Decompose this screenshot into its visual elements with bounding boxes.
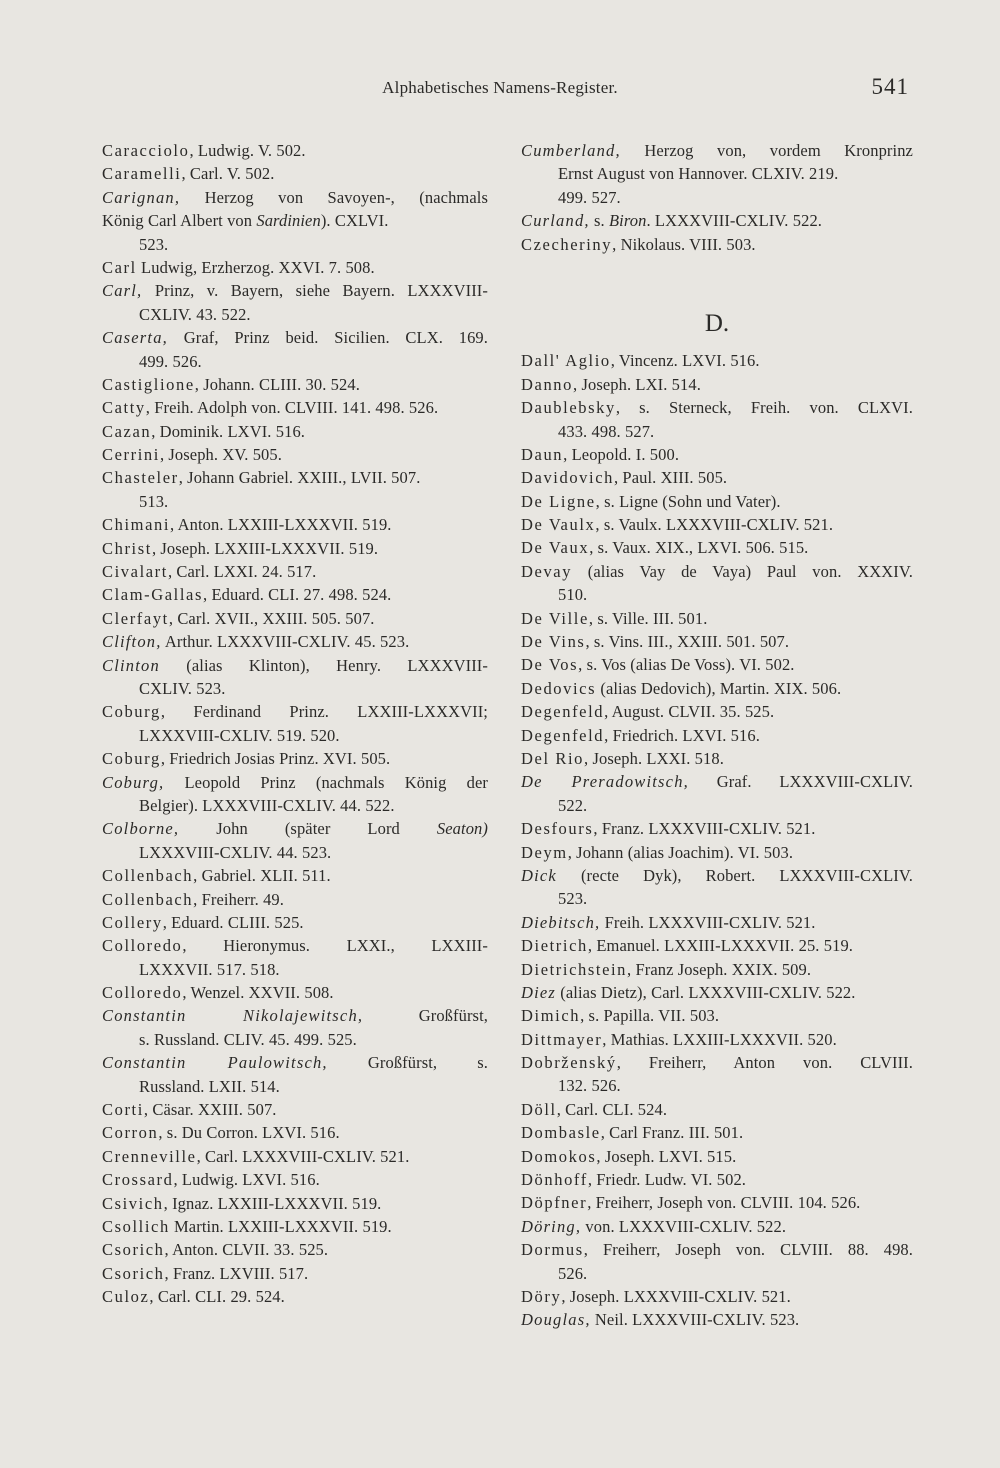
- index-entry: [102, 1004, 488, 1027]
- entry-references: Sardinien: [256, 211, 321, 231]
- entry-continuation: [102, 794, 488, 817]
- entry-cross-reference: Seaton): [436, 819, 488, 839]
- index-entry: [102, 1145, 488, 1168]
- index-entry: [102, 630, 488, 653]
- entry-references: , Leopold. I. 500.: [563, 444, 680, 464]
- entry-references: , Friedrich Josias Prinz. XVI. 505.: [160, 749, 391, 769]
- index-entry: [102, 420, 488, 443]
- entry-references: Ludwig, Erzherzog. XXVI. 7. 508.: [136, 257, 375, 277]
- entry-name: Cerrini: [102, 445, 160, 465]
- entry-references: , Wenzel. XXVII. 508.: [182, 983, 334, 1003]
- entry-name: Collery: [102, 912, 163, 932]
- entry-references: , s. Ville. III. 501.: [588, 608, 708, 628]
- index-entry: [521, 139, 913, 162]
- entry-references: , Franz. LXXXVIII-CXLIV. 521.: [593, 819, 816, 839]
- entry-name: Civalart: [102, 562, 168, 582]
- entry-references: , Joseph. LXVI. 515.: [596, 1146, 737, 1166]
- entry-references: , s. Papilla. VII. 503.: [580, 1006, 720, 1026]
- entry-name: Carl: [102, 257, 137, 277]
- entry-references: Freih. LXXXVIII-CXLIV. 521.: [600, 912, 816, 932]
- index-entry: [521, 233, 913, 256]
- entry-references: , Cäsar. XXIII. 507.: [143, 1100, 277, 1120]
- index-entry: [102, 466, 488, 489]
- entry-references: , Carl. LXXXVIII-CXLIV. 521.: [196, 1146, 410, 1166]
- entry-name: Devay: [521, 561, 573, 581]
- entry-name: Clam-Gallas: [102, 585, 203, 605]
- entry-references: , Carl. CLI. 524.: [556, 1099, 668, 1119]
- entry-name: Christ: [102, 538, 152, 558]
- entry-name: Daublebsky: [521, 398, 616, 418]
- entry-name: Domokos: [521, 1146, 597, 1166]
- entry-references: , Gabriel. XLII. 511.: [193, 866, 331, 886]
- index-entry: [521, 1215, 913, 1238]
- index-entry: [521, 1285, 913, 1308]
- entry-references: 523.: [558, 889, 588, 909]
- entry-references: Arthur. LXXXVIII-CXLIV. 45. 523.: [161, 632, 410, 652]
- entry-references: Ernst August von Hannover. CLXIV. 219.: [558, 164, 839, 184]
- index-entry: [521, 653, 913, 676]
- entry-references: , Joseph. XV. 505.: [159, 445, 282, 465]
- index-entry: [521, 1168, 913, 1191]
- index-entry: [521, 841, 913, 864]
- index-entry: [521, 864, 913, 887]
- index-entry: [521, 466, 913, 489]
- entry-name: Davidovich: [521, 468, 614, 488]
- index-entry: [102, 1192, 488, 1215]
- entry-references: , August. CLVII. 35. 525.: [604, 702, 775, 722]
- entry-name: Czecheriny: [521, 234, 613, 254]
- section-letter-heading: D.: [704, 310, 730, 338]
- index-entry: [521, 560, 913, 583]
- entry-references: , Vincenz. LXVI. 516.: [610, 351, 760, 371]
- index-entry: [102, 279, 488, 302]
- entry-name: Clifton,: [102, 632, 162, 652]
- entry-name: Csivich: [102, 1193, 164, 1213]
- entry-references: , Johann (alias Joachim). VI. 503.: [567, 842, 794, 862]
- index-entry: [521, 958, 913, 981]
- entry-name: Crossard: [102, 1170, 174, 1190]
- index-entry: [521, 607, 913, 630]
- entry-references: , Carl Franz. III. 501.: [600, 1123, 744, 1143]
- entry-continuation: [102, 1028, 488, 1051]
- index-entry: [102, 1098, 488, 1121]
- entry-references: , s. Vaulx. LXXXVIII-CXLIV. 521.: [595, 515, 834, 535]
- entry-name: Dormus: [521, 1240, 584, 1260]
- index-entry: [102, 139, 488, 162]
- entry-references: , Johann. CLIII. 30. 524.: [194, 374, 360, 394]
- index-entry: [102, 934, 488, 957]
- entry-name: Dobrženský: [521, 1053, 617, 1073]
- entry-references: Prinz, v. Bayern, siehe Bayern. LXXXVIII-: [142, 281, 488, 301]
- index-entry: [521, 677, 913, 700]
- entry-name: Daun: [521, 444, 564, 464]
- index-entry: [102, 981, 488, 1004]
- entry-name: Döll: [521, 1099, 557, 1119]
- entry-references: , Anton. LXXIII-LXXXVII. 519.: [170, 515, 392, 535]
- entry-name: Clinton: [102, 655, 160, 675]
- entry-name: Castiglione: [102, 374, 195, 394]
- entry-continuation: [102, 724, 488, 747]
- entry-name: Degenfeld: [521, 725, 605, 745]
- entry-references: s. Russland. CLIV. 45. 499. 525.: [139, 1029, 357, 1049]
- index-entry: [102, 326, 488, 349]
- entry-references: , Eduard. CLI. 27. 498. 524.: [203, 585, 392, 605]
- entry-references: Martin. LXXIII-LXXXVII. 519.: [169, 1216, 392, 1236]
- entry-name: Diez: [521, 982, 557, 1002]
- index-entry: [102, 771, 488, 794]
- index-entry: [521, 934, 913, 957]
- entry-name: Danno: [521, 374, 573, 394]
- entry-references: , Freiherr, Joseph von. CLVIII. 104. 526.: [587, 1193, 861, 1213]
- entry-references: (alias Vay de Vaya) Paul von. XXXIV.: [572, 561, 913, 581]
- entry-references: Großfürst,: [363, 1006, 488, 1026]
- entry-references: , Carl. V. 502.: [181, 164, 275, 184]
- entry-references: , s. Vins. III., XXIII. 501. 507.: [585, 632, 790, 652]
- index-entry: [521, 349, 913, 372]
- entry-name: Diebitsch,: [521, 912, 601, 932]
- index-entry: [102, 560, 488, 583]
- entry-name: Curland,: [521, 211, 590, 231]
- index-entry: [521, 513, 913, 536]
- entry-name: Crenneville: [102, 1146, 197, 1166]
- entry-continuation: [521, 186, 913, 209]
- entry-continuation: [521, 1262, 913, 1285]
- index-entry: [521, 1121, 913, 1144]
- entry-references: (alias Dedovich), Martin. XIX. 506.: [596, 678, 842, 698]
- left-column: [102, 139, 488, 1309]
- entry-name: De Vaux: [521, 538, 590, 558]
- index-entry: [521, 209, 913, 232]
- entry-name: Döry: [521, 1286, 562, 1306]
- index-entry: [521, 981, 913, 1004]
- index-entry: [102, 1262, 488, 1285]
- entry-name: De Ligne: [521, 491, 596, 511]
- entry-references: , s. Vos (alias De Voss). VI. 502.: [578, 655, 795, 675]
- entry-name: Constantin Nikolajewitsch,: [102, 1006, 364, 1026]
- entry-name: Culoz: [102, 1287, 150, 1307]
- index-entry: [102, 1215, 488, 1238]
- entry-references: Russland. LXII. 514.: [139, 1076, 280, 1096]
- entry-name: Caserta,: [102, 328, 168, 348]
- index-entry: [102, 1285, 488, 1308]
- entry-references: , Ludwig. V. 502.: [189, 141, 306, 160]
- entry-name: Collenbach: [102, 889, 194, 909]
- index-entry: [102, 256, 488, 279]
- entry-references: , Mathias. LXXIII-LXXXVII. 520.: [602, 1029, 837, 1049]
- entry-continuation: [102, 1075, 488, 1098]
- index-entry: [521, 1308, 913, 1331]
- index-entry: [102, 162, 488, 185]
- index-entry: [521, 700, 913, 723]
- index-entry: [102, 443, 488, 466]
- entry-name: Clerfayt: [102, 608, 169, 628]
- index-entry: [521, 1098, 913, 1121]
- entry-references: 510.: [558, 585, 588, 605]
- entry-continuation: [102, 350, 488, 373]
- entry-references: , Ludwig. LXVI. 516.: [173, 1170, 320, 1190]
- index-entry: [521, 1191, 913, 1214]
- entry-references: , Joseph. LXXXVIII-CXLIV. 521.: [561, 1286, 791, 1306]
- index-entry: [521, 1004, 913, 1027]
- entry-references: LXXXVIII-CXLIV. 519. 520.: [139, 725, 340, 745]
- index-entry: [521, 1145, 913, 1168]
- entry-references: , s. Vaux. XIX., LXVI. 506. 515.: [589, 538, 809, 558]
- entry-name: Dick: [521, 865, 557, 885]
- entry-name: Dietrichstein: [521, 959, 628, 979]
- entry-references: , Franz Joseph. XXIX. 509.: [627, 959, 812, 979]
- entry-continuation: [102, 233, 488, 256]
- entry-name: Dedovics: [521, 678, 597, 698]
- index-entry: [102, 911, 488, 934]
- entry-continuation: [521, 420, 913, 443]
- entry-name: Döpfner: [521, 1193, 588, 1213]
- index-entry: [102, 513, 488, 536]
- entry-references: , Emanuel. LXXIII-LXXXVII. 25. 519.: [587, 936, 854, 956]
- entry-references: LXXXVII. 517. 518.: [139, 959, 280, 979]
- entry-references: (alias Klinton), Henry. LXXXVIII-: [159, 655, 488, 675]
- index-entry: [102, 864, 488, 887]
- entry-name: Csorich: [102, 1240, 165, 1260]
- entry-references: 499. 526.: [139, 351, 202, 371]
- entry-references: , s. Ligne (Sohn und Vater).: [595, 491, 781, 511]
- entry-references: Neil. LXXXVIII-CXLIV. 523.: [590, 1310, 800, 1330]
- entry-references: , Freiherr. 49.: [193, 889, 285, 909]
- entry-references: . LXXXVIII-CXLIV. 522.: [646, 211, 823, 231]
- entry-continuation: [521, 162, 913, 185]
- entry-name: Caramelli: [102, 164, 182, 184]
- entry-name: Catty: [102, 398, 146, 418]
- entry-references: Herzog von Savoyen-, (nachmals: [180, 187, 488, 207]
- entry-name: Döring,: [521, 1216, 582, 1236]
- entry-references: 526.: [558, 1263, 588, 1283]
- entry-references: Leopold Prinz (nachmals König der: [164, 772, 488, 792]
- index-entry: [521, 1238, 913, 1261]
- entry-references: , s. Sterneck, Freih. von. CLXVI.: [615, 398, 913, 418]
- entry-name: Degenfeld: [521, 702, 605, 722]
- entry-references: , s. Du Corron. LXVI. 516.: [158, 1123, 340, 1143]
- entry-references: 522.: [558, 795, 588, 815]
- index-entry: [102, 537, 488, 560]
- entry-references: , Nikolaus. VIII. 503.: [612, 234, 756, 254]
- index-entry: [521, 490, 913, 513]
- running-header: Alphabetisches Namens-Register.: [382, 78, 618, 97]
- entry-references: 499. 527.: [558, 187, 621, 207]
- entry-continuation: [102, 303, 488, 326]
- index-entry: [102, 817, 488, 840]
- entry-references: (recte Dyk), Robert. LXXXVIII-CXLIV.: [556, 865, 913, 885]
- entry-name: Dombasle: [521, 1123, 601, 1143]
- entry-name: Corti: [102, 1100, 144, 1120]
- entry-name: Csollich: [102, 1216, 170, 1236]
- index-entry: [102, 1168, 488, 1191]
- entry-references: , Hieronymus. LXXI., LXXIII-: [182, 936, 488, 956]
- entry-references: ). CXLVI.: [320, 211, 389, 231]
- entry-name: Corron: [102, 1123, 159, 1143]
- entry-continuation: [521, 794, 913, 817]
- entry-references: Belgier). LXXXVIII-CXLIV. 44. 522.: [139, 795, 395, 815]
- entry-references: Graf, Prinz beid. Sicilien. CLX. 169.: [167, 328, 488, 348]
- entry-name: Chimani: [102, 515, 171, 535]
- entry-name: Colloredo: [102, 983, 183, 1003]
- index-entry: [521, 911, 913, 934]
- entry-name: Colloredo: [102, 936, 183, 956]
- entry-name: Coburg,: [102, 772, 165, 792]
- entry-continuation: [102, 958, 488, 981]
- entry-references: (alias Dietz), Carl. LXXXVIII-CXLIV. 522.: [556, 982, 856, 1002]
- entry-references: , Carl. XVII., XXIII. 505. 507.: [168, 608, 375, 628]
- entry-name: Chasteler: [102, 468, 179, 488]
- index-entry: [521, 1051, 913, 1074]
- index-entry: [102, 209, 488, 232]
- index-entry: [521, 373, 913, 396]
- entry-name: Csorich: [102, 1263, 165, 1283]
- index-entry: [521, 396, 913, 419]
- entry-references: CXLIV. 523.: [139, 678, 226, 698]
- entry-references: , Freiherr, Anton von. CLVIII.: [616, 1053, 913, 1073]
- entry-name: Coburg: [102, 702, 161, 722]
- entry-cross-reference: Biron: [608, 211, 647, 231]
- entry-continuation: [521, 1074, 913, 1097]
- index-entry: [521, 443, 913, 466]
- entry-references: , Joseph. LXXI. 518.: [584, 748, 724, 768]
- entry-references: Graf. LXXXVIII-CXLIV.: [688, 772, 913, 792]
- right-column: [521, 139, 913, 1332]
- entry-continuation: [102, 677, 488, 700]
- page-number: 541: [871, 74, 909, 99]
- entry-continuation: [102, 490, 488, 513]
- index-entry: [521, 747, 913, 770]
- entry-references: s.: [589, 211, 609, 231]
- entry-name: Caracciolo: [102, 141, 190, 160]
- entry-references: , Freiherr, Joseph von. CLVIII. 88. 498.: [583, 1240, 913, 1260]
- index-entry: [102, 1051, 488, 1074]
- index-entry: [521, 724, 913, 747]
- entry-name: De Vins: [521, 632, 586, 652]
- entry-name: Coburg: [102, 749, 161, 769]
- entry-references: John (später Lord: [179, 819, 437, 839]
- entry-references: , Freih. Adolph von. CLVIII. 141. 498. 526.: [145, 398, 439, 418]
- index-entry: [102, 700, 488, 723]
- entry-continuation: [102, 841, 488, 864]
- entry-name: Del Rio: [521, 748, 584, 768]
- index-entry: [521, 630, 913, 653]
- entry-references: König Carl Albert von: [102, 211, 257, 231]
- entry-references: , Joseph. LXI. 514.: [573, 374, 701, 394]
- entry-references: , Ferdinand Prinz. LXXIII-LXXXVII;: [160, 702, 488, 722]
- index-entry: [521, 1028, 913, 1051]
- entry-references: CXLIV. 43. 522.: [139, 304, 251, 324]
- entry-name: Constantin Paulowitsch,: [102, 1053, 328, 1073]
- entry-name: De Ville: [521, 608, 589, 628]
- index-entry: [102, 186, 488, 209]
- index-entry: [102, 1121, 488, 1144]
- entry-name: Collenbach: [102, 866, 194, 886]
- index-entry: [102, 607, 488, 630]
- entry-references: LXXXVIII-CXLIV. 44. 523.: [139, 842, 332, 862]
- entry-references: , Carl. LXXI. 24. 517.: [167, 562, 317, 582]
- entry-references: , Anton. CLVII. 33. 525.: [164, 1240, 329, 1260]
- entry-references: 513.: [139, 491, 169, 511]
- entry-name: De Preradowitsch,: [521, 772, 689, 792]
- entry-references: , Friedrich. LXVI. 516.: [604, 725, 760, 745]
- entry-references: Herzog von, vordem Kronprinz: [620, 141, 913, 160]
- entry-name: Cazan: [102, 421, 152, 441]
- entry-references: , Joseph. LXXIII-LXXXVII. 519.: [151, 538, 379, 558]
- entry-name: Cumberland,: [521, 141, 621, 160]
- index-entry: [102, 1238, 488, 1261]
- entry-name: De Vos: [521, 655, 579, 675]
- entry-references: , Paul. XIII. 505.: [613, 468, 728, 488]
- entry-references: , Ignaz. LXXIII-LXXXVII. 519.: [163, 1193, 382, 1213]
- index-entry: [102, 654, 488, 677]
- index-entry: [102, 373, 488, 396]
- entry-name: Dietrich: [521, 936, 588, 956]
- entry-name: Dimich: [521, 1006, 581, 1026]
- entry-references: , Dominik. LXVI. 516.: [151, 421, 306, 441]
- index-entry: [521, 536, 913, 559]
- entry-name: Carignan,: [102, 187, 181, 207]
- entry-name: Colborne,: [102, 819, 180, 839]
- index-entry: [102, 888, 488, 911]
- entry-name: De Vaulx: [521, 515, 596, 535]
- entry-name: Deym: [521, 842, 568, 862]
- entry-name: Dönhoff: [521, 1170, 588, 1190]
- index-entry: [521, 817, 913, 840]
- entry-references: 523.: [139, 234, 169, 254]
- index-entry: [102, 583, 488, 606]
- section-spacer: [521, 256, 913, 279]
- index-entry: [102, 747, 488, 770]
- entry-references: , Johann Gabriel. XXIII., LVII. 507.: [178, 468, 421, 488]
- entry-references: , Franz. LXVIII. 517.: [164, 1263, 309, 1283]
- entry-name: Carl,: [102, 281, 143, 301]
- index-entry: [521, 770, 913, 793]
- entry-references: , Friedr. Ludw. VI. 502.: [587, 1170, 747, 1190]
- entry-references: 132. 526.: [558, 1076, 621, 1096]
- entry-name: Dittmayer: [521, 1029, 603, 1049]
- index-entry: [102, 396, 488, 419]
- entry-references: , Eduard. CLIII. 525.: [162, 912, 304, 932]
- entry-references: von. LXXXVIII-CXLIV. 522.: [581, 1216, 787, 1236]
- entry-continuation: [521, 583, 913, 606]
- entry-name: Douglas,: [521, 1310, 591, 1330]
- entry-references: 433. 498. 527.: [558, 421, 655, 441]
- entry-references: , Carl. CLI. 29. 524.: [149, 1287, 285, 1307]
- entry-continuation: [521, 887, 913, 910]
- entry-references: Großfürst, s.: [327, 1053, 488, 1073]
- entry-name: Dall' Aglio: [521, 351, 611, 371]
- entry-name: Desfours: [521, 819, 594, 839]
